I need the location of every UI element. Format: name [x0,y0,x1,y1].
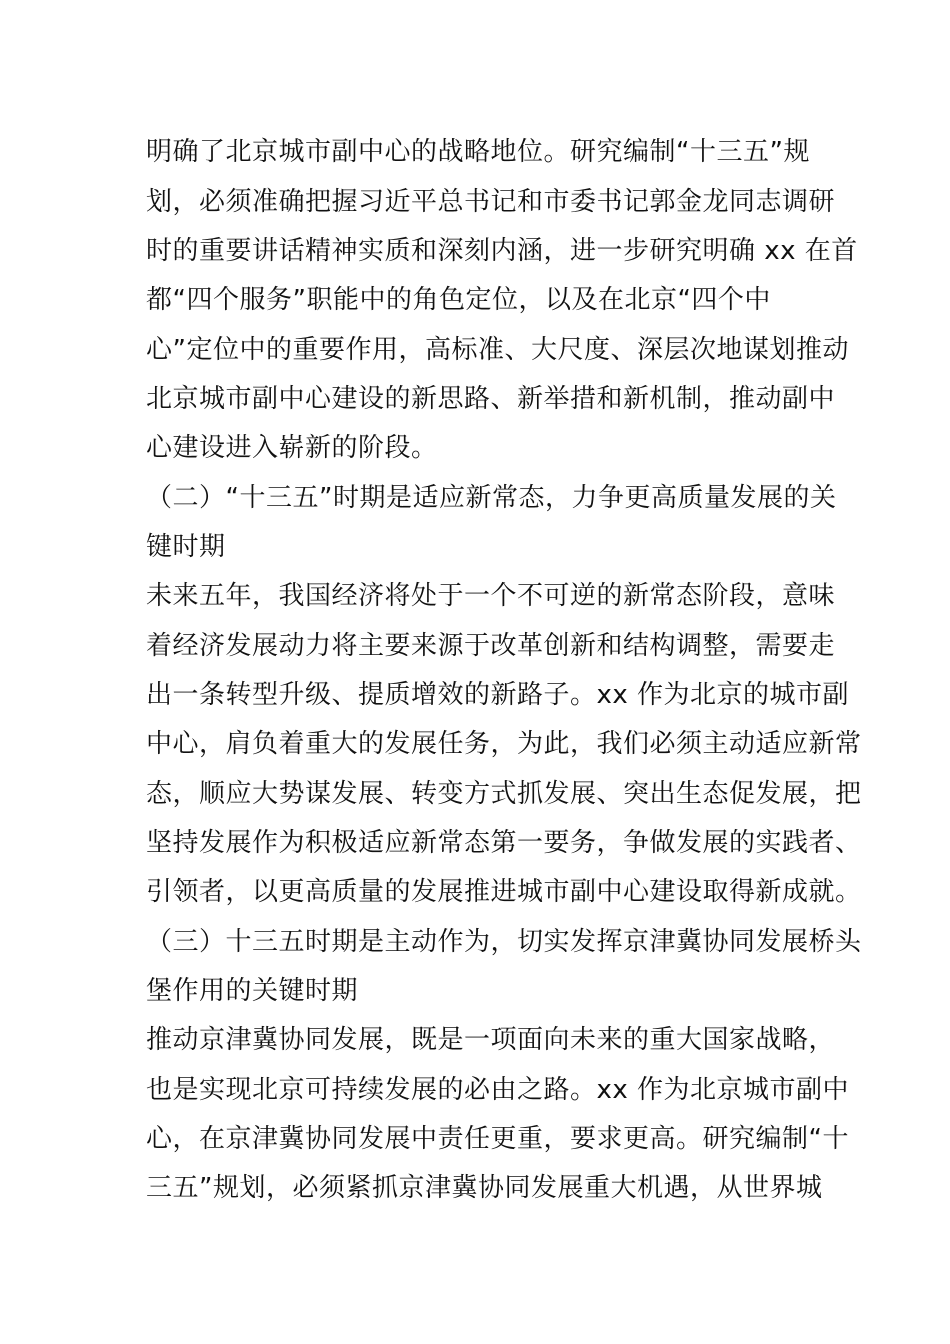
text-line: 明确了北京城市副中心的战略地位。研究编制“十三五”规 [146,137,810,167]
text-line: 时的重要讲话精神实质和深刻内涵，进一步研究明确 xx 在首 [146,236,858,266]
text-line: 心”定位中的重要作用，高标准、大尺度、深层次地谋划推动 [146,335,849,365]
text-line: 推动京津冀协同发展，既是一项面向未来的重大国家战略， [146,1025,836,1055]
text-line: 也是实现北京可持续发展的必由之路。xx 作为北京城市副中 [146,1075,850,1105]
text-line: 心，在京津冀协同发展中责任更重，要求更高。研究编制“十 [146,1124,849,1154]
text-line: 都“四个服务”职能中的角色定位，以及在北京“四个中 [146,285,771,315]
section-heading-line: （二）“十三五”时期是适应新常态，力争更高质量发展的关 [146,483,837,513]
text-line: 态，顺应大势谋发展、转变方式抓发展、突出生态促发展，把 [146,779,862,809]
text-line: 着经济发展动力将主要来源于改革创新和结构调整，需要走 [146,631,836,661]
text-line: 引领者，以更高质量的发展推进城市副中心建设取得新成就。 [146,877,862,907]
text-line: 北京城市副中心建设的新思路、新举措和新机制，推动副中 [146,384,836,414]
text-line: 出一条转型升级、提质增效的新路子。xx 作为北京的城市副 [146,680,850,710]
text-line: 坚持发展作为积极适应新常态第一要务，争做发展的实践者、 [146,828,862,858]
text-line: 未来五年，我国经济将处于一个不可逆的新常态阶段，意味 [146,581,836,611]
section-heading-line: （三）十三五时期是主动作为，切实发挥京津冀协同发展桥头 [146,927,862,957]
text-line: 中心，肩负着重大的发展任务，为此，我们必须主动适应新常 [146,729,862,759]
text-line: 心建设进入崭新的阶段。 [146,433,438,463]
section-heading-line: 堡作用的关键时期 [146,976,359,1006]
text-line: 划，必须准确把握习近平总书记和市委书记郭金龙同志调研 [146,187,836,217]
text-line: 三五”规划，必须紧抓京津冀协同发展重大机遇，从世界城 [146,1173,823,1203]
section-heading-line: 键时期 [146,532,226,562]
